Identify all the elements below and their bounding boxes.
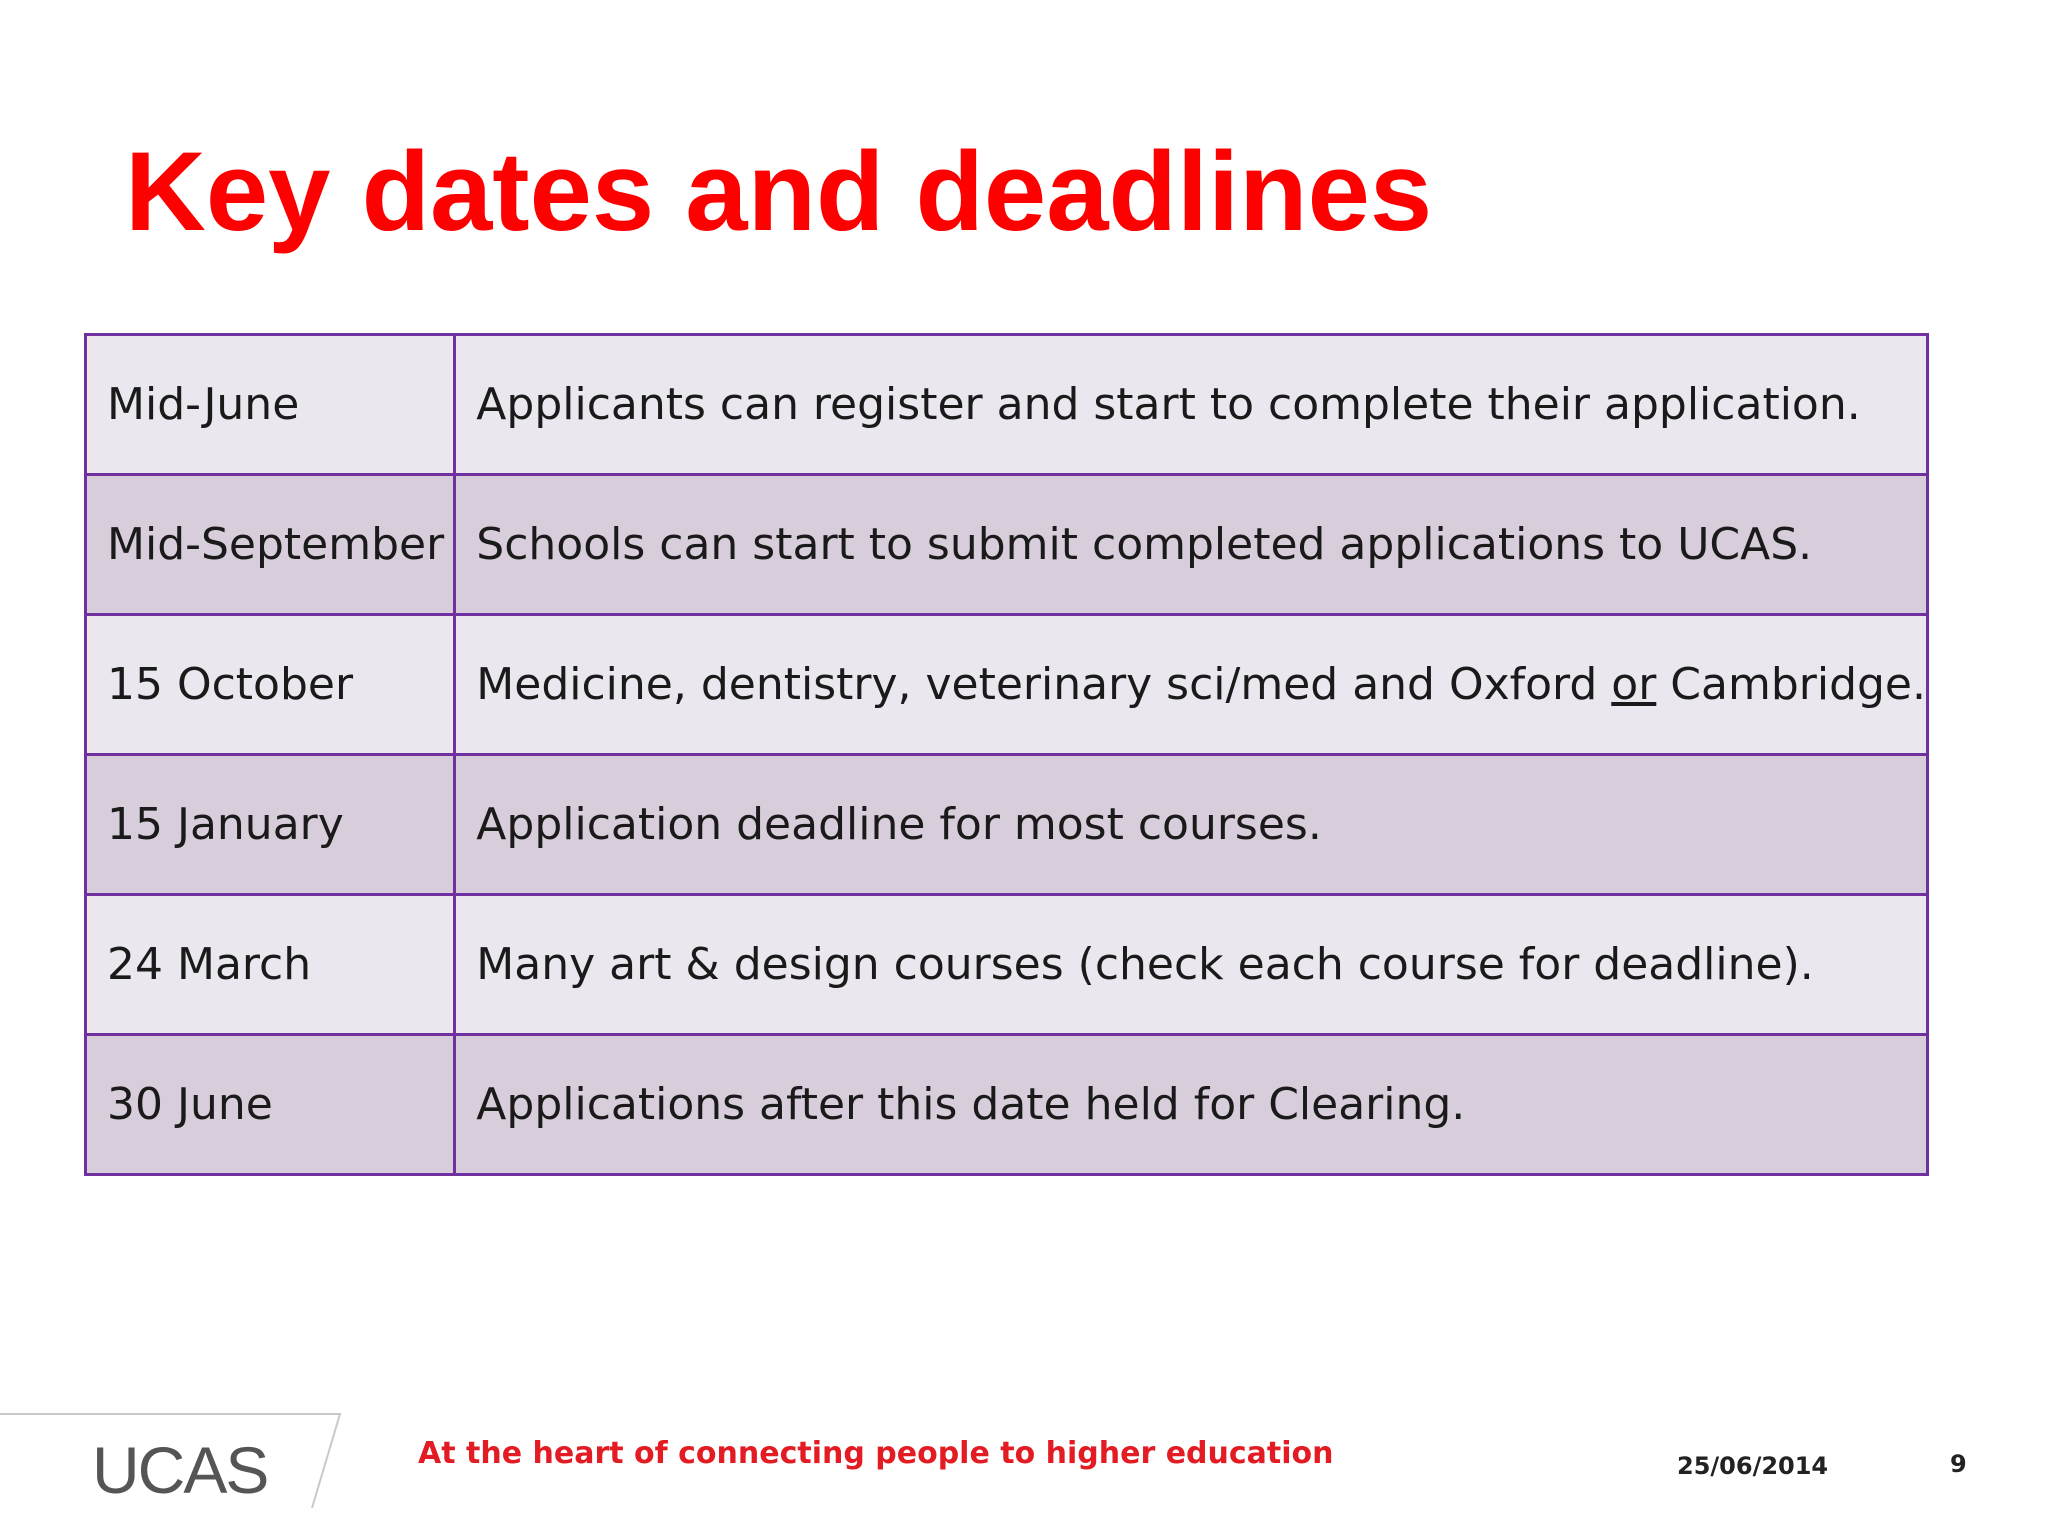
date-cell: 24 March <box>86 895 455 1035</box>
deadlines-table <box>84 333 1929 1176</box>
footer-date: 25/06/2014 <box>1677 1452 1829 1480</box>
ucas-logo <box>0 1412 345 1508</box>
slide-footer <box>0 1400 2048 1536</box>
description-text: Medicine, dentistry, veterinary sci/med and Oxford <box>476 659 1612 710</box>
description-cell: Many art & design courses (check each course for deadline). <box>455 895 1928 1035</box>
date-cell: Mid-September <box>86 475 455 615</box>
date-cell: 15 October <box>86 615 455 755</box>
date-cell: Mid-June <box>86 335 455 475</box>
table-row <box>86 475 1928 615</box>
date-cell: 30 June <box>86 1035 455 1175</box>
table-row <box>86 335 1928 475</box>
description-cell: Schools can start to submit completed applications to UCAS. <box>455 475 1928 615</box>
page-number: 9 <box>1950 1450 1967 1478</box>
logo-text: UCAS <box>92 1433 268 1507</box>
date-cell: 15 January <box>86 755 455 895</box>
underlined-emphasis: or <box>1611 659 1657 710</box>
description-cell: Application deadline for most courses. <box>455 755 1928 895</box>
footer-tagline: At the heart of connecting people to higher education <box>418 1436 1334 1471</box>
table-row <box>86 755 1928 895</box>
table-row <box>86 895 1928 1035</box>
slide-title: Key dates and deadlines <box>125 129 1433 254</box>
description-text: Cambridge. <box>1656 659 1926 710</box>
table-row <box>86 1035 1928 1175</box>
description-cell: Applications after this date held for Clearing. <box>455 1035 1928 1175</box>
description-cell <box>455 615 1928 755</box>
description-cell: Applicants can register and start to complete their application. <box>455 335 1928 475</box>
table-row <box>86 615 1928 755</box>
